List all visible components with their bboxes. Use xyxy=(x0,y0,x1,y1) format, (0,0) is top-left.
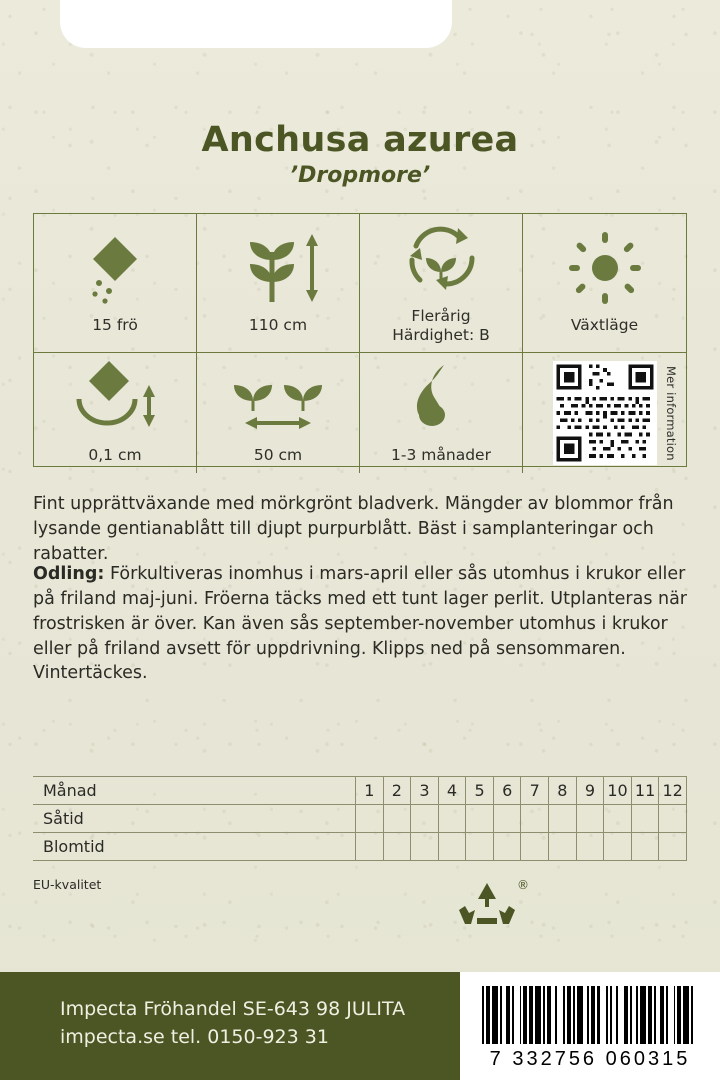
cell-sun-position xyxy=(523,214,686,353)
barcode-number: 7 332756 060315 xyxy=(489,1048,691,1070)
calendar-cell xyxy=(356,805,384,833)
cell-label: Växtläge xyxy=(570,316,639,335)
top-notch xyxy=(60,0,452,48)
cell-qr-code[interactable] xyxy=(523,353,686,473)
company-address: Impecta Fröhandel SE-643 98 JULITA xyxy=(60,998,406,1020)
sow-depth-icon xyxy=(69,359,161,437)
calendar-cell xyxy=(411,805,439,833)
table-header-row xyxy=(33,777,687,805)
calendar-cell xyxy=(438,833,466,861)
quality-note: EU-kvalitet xyxy=(33,877,102,892)
cell-plant-spacing xyxy=(197,353,360,473)
cell-label: 15 frö xyxy=(92,316,138,335)
calendar-cell xyxy=(549,805,577,833)
qr-code-label: Mer information xyxy=(664,366,678,461)
month-cell: 7 xyxy=(521,777,549,805)
recycle-icon xyxy=(455,878,529,932)
month-cell: 3 xyxy=(411,777,439,805)
cultivar-name: ’Dropmore’ xyxy=(289,162,431,188)
calendar-cell xyxy=(356,833,384,861)
cell-plant-height xyxy=(197,214,360,353)
month-cell: 10 xyxy=(604,777,632,805)
cultivation-text: Förkultiveras inomhus i mars-april eller sås utomhus i krukor eller på friland maj-juni. Fröerna täcks med ett tunt lager perlit. Utplanteras när frostrisken är över. Kan även sås september-november utomhus i krukor eller på friland avsett för uppdrivning. Klipps ned på sensommaren. Vintertäckes. xyxy=(33,564,688,684)
page-title: Anchusa azurea xyxy=(201,120,519,160)
month-cell: 12 xyxy=(659,777,687,805)
calendar-cell xyxy=(576,833,604,861)
calendar-cell xyxy=(521,805,549,833)
footer-bar xyxy=(0,972,720,1080)
calendar-cell xyxy=(466,833,494,861)
barcode-bars xyxy=(482,986,698,1044)
calendar-cell xyxy=(383,833,411,861)
sun-icon xyxy=(567,229,643,307)
cell-label: 110 cm xyxy=(248,316,308,335)
title-block xyxy=(0,122,720,188)
cell-seed-count xyxy=(34,214,197,353)
cell-sowing-depth xyxy=(34,353,197,473)
calendar-cell xyxy=(659,833,687,861)
month-cell: 6 xyxy=(493,777,521,805)
qr-code-icon[interactable] xyxy=(553,361,657,465)
barcode xyxy=(460,972,720,1080)
calendar-cell xyxy=(466,805,494,833)
plant-height-arrow-icon xyxy=(232,229,324,307)
calendar-cell xyxy=(383,805,411,833)
calendar-cell xyxy=(631,805,659,833)
month-cell: 4 xyxy=(438,777,466,805)
calendar-cell xyxy=(493,833,521,861)
month-cell: 2 xyxy=(383,777,411,805)
cell-label: 0,1 cm xyxy=(88,446,142,465)
plant-spacing-icon xyxy=(223,359,333,437)
sprouting-seed-icon xyxy=(410,359,472,437)
seed-packet-pour-icon xyxy=(79,229,151,307)
cultivation-block xyxy=(33,562,691,686)
calendar-cell xyxy=(631,833,659,861)
table-row xyxy=(33,805,687,833)
registered-mark: ® xyxy=(517,878,529,892)
description-text: Fint upprättväxande med mörkgrönt bladverk. Mängder av blommor från lysande gentianablått till djupt purpurblått. Bäst i samplanteringar och rabatter. xyxy=(33,494,674,564)
month-cell: 5 xyxy=(466,777,494,805)
calendar-cell xyxy=(411,833,439,861)
calendar-cell xyxy=(604,833,632,861)
cell-label: 1-3 månader xyxy=(391,446,491,465)
month-cell: 9 xyxy=(576,777,604,805)
month-cell: 8 xyxy=(549,777,577,805)
calendar-cell xyxy=(438,805,466,833)
calendar-cell xyxy=(604,805,632,833)
month-cell: 11 xyxy=(631,777,659,805)
sowing-calendar-table xyxy=(33,776,687,861)
row-label-blooming: Blomtid xyxy=(33,833,356,861)
cell-label: 50 cm xyxy=(253,446,303,465)
calendar-month-label: Månad xyxy=(33,777,356,805)
info-icon-table xyxy=(33,213,687,467)
calendar-cell xyxy=(493,805,521,833)
cell-label: Flerårig Härdighet: B xyxy=(392,307,490,344)
cell-lifecycle xyxy=(360,214,523,353)
calendar-cell xyxy=(576,805,604,833)
month-cell: 1 xyxy=(356,777,384,805)
cultivation-heading: Odling: xyxy=(33,564,105,584)
perennial-cycle-icon xyxy=(402,220,480,298)
calendar-cell xyxy=(549,833,577,861)
calendar-cell xyxy=(659,805,687,833)
calendar-cell xyxy=(521,833,549,861)
cell-germination-time xyxy=(360,353,523,473)
row-label-sowing: Såtid xyxy=(33,805,356,833)
company-info xyxy=(60,996,405,1051)
table-row xyxy=(33,833,687,861)
company-contact: impecta.se tel. 0150-923 31 xyxy=(60,1025,329,1048)
